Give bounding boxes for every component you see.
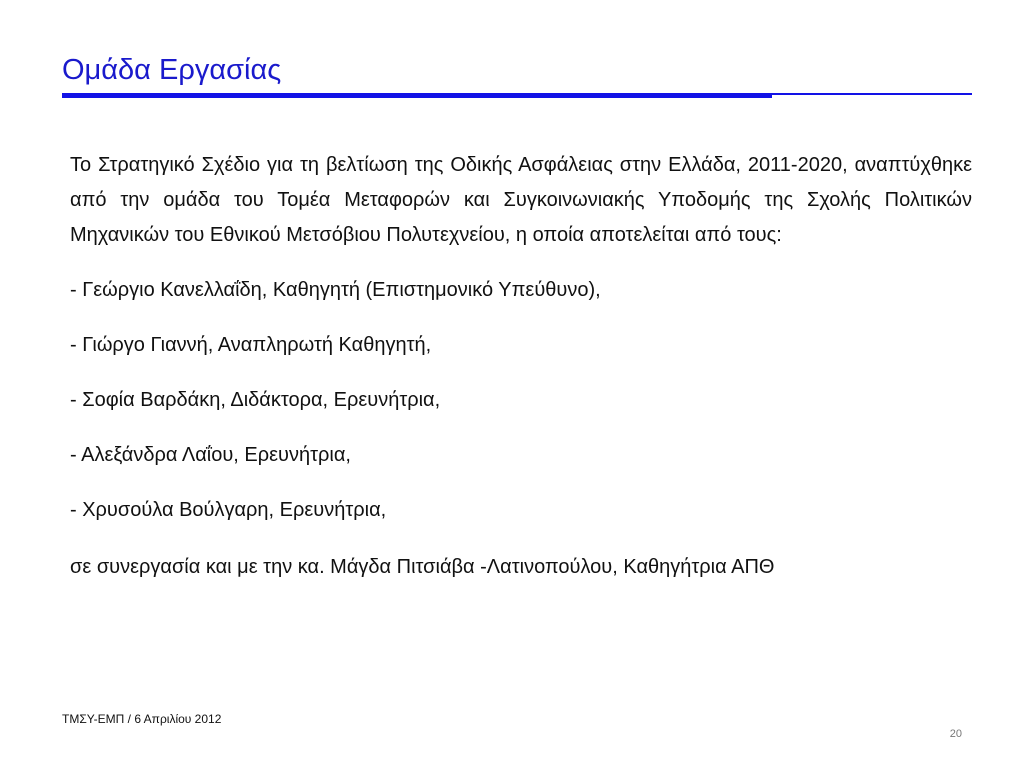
team-member: - Γιώργο Γιαννή, Αναπληρωτή Καθηγητή, (70, 334, 432, 356)
collaboration-note: σε συνεργασία και με την κα. Μάγδα Πιτσιάβα -Λατινοπούλου, Καθηγήτρια ΑΠΘ (70, 556, 775, 578)
title-underline (62, 93, 772, 98)
slide-title: Ομάδα Εργασίας (62, 54, 282, 86)
title-underline-thin (772, 93, 972, 95)
team-member: - Σοφία Βαρδάκη, Διδάκτορα, Ερευνήτρια, (70, 389, 441, 411)
footer-source-date: ΤΜΣΥ-ΕΜΠ / 6 Απριλίου 2012 (62, 712, 222, 726)
team-member-list (70, 273, 972, 528)
team-member: - Γεώργιο Κανελλαΐδη, Καθηγητή (Επιστημονικό Υπεύθυνο), (70, 279, 601, 301)
team-member: - Χρυσούλα Βούλγαρη, Ερευνήτρια, (70, 499, 387, 521)
intro-paragraph: Το Στρατηγικό Σχέδιο για τη βελτίωση της Οδικής Ασφάλειας στην Ελλάδα, 2011-2020, αναπτύχθηκε από την ομάδα του Τομέα Μεταφορών και Συγκοινωνιακής Υποδομής της Σχολής Πολιτικών Μηχανικών του Εθνικού Μετσόβιου Πολυτεχνείου, η οποία αποτελείται από τους: (70, 154, 972, 246)
team-member: - Αλεξάνδρα Λαΐου, Ερευνήτρια, (70, 444, 351, 466)
slide-body (70, 148, 972, 585)
page-number: 20 (949, 728, 962, 740)
